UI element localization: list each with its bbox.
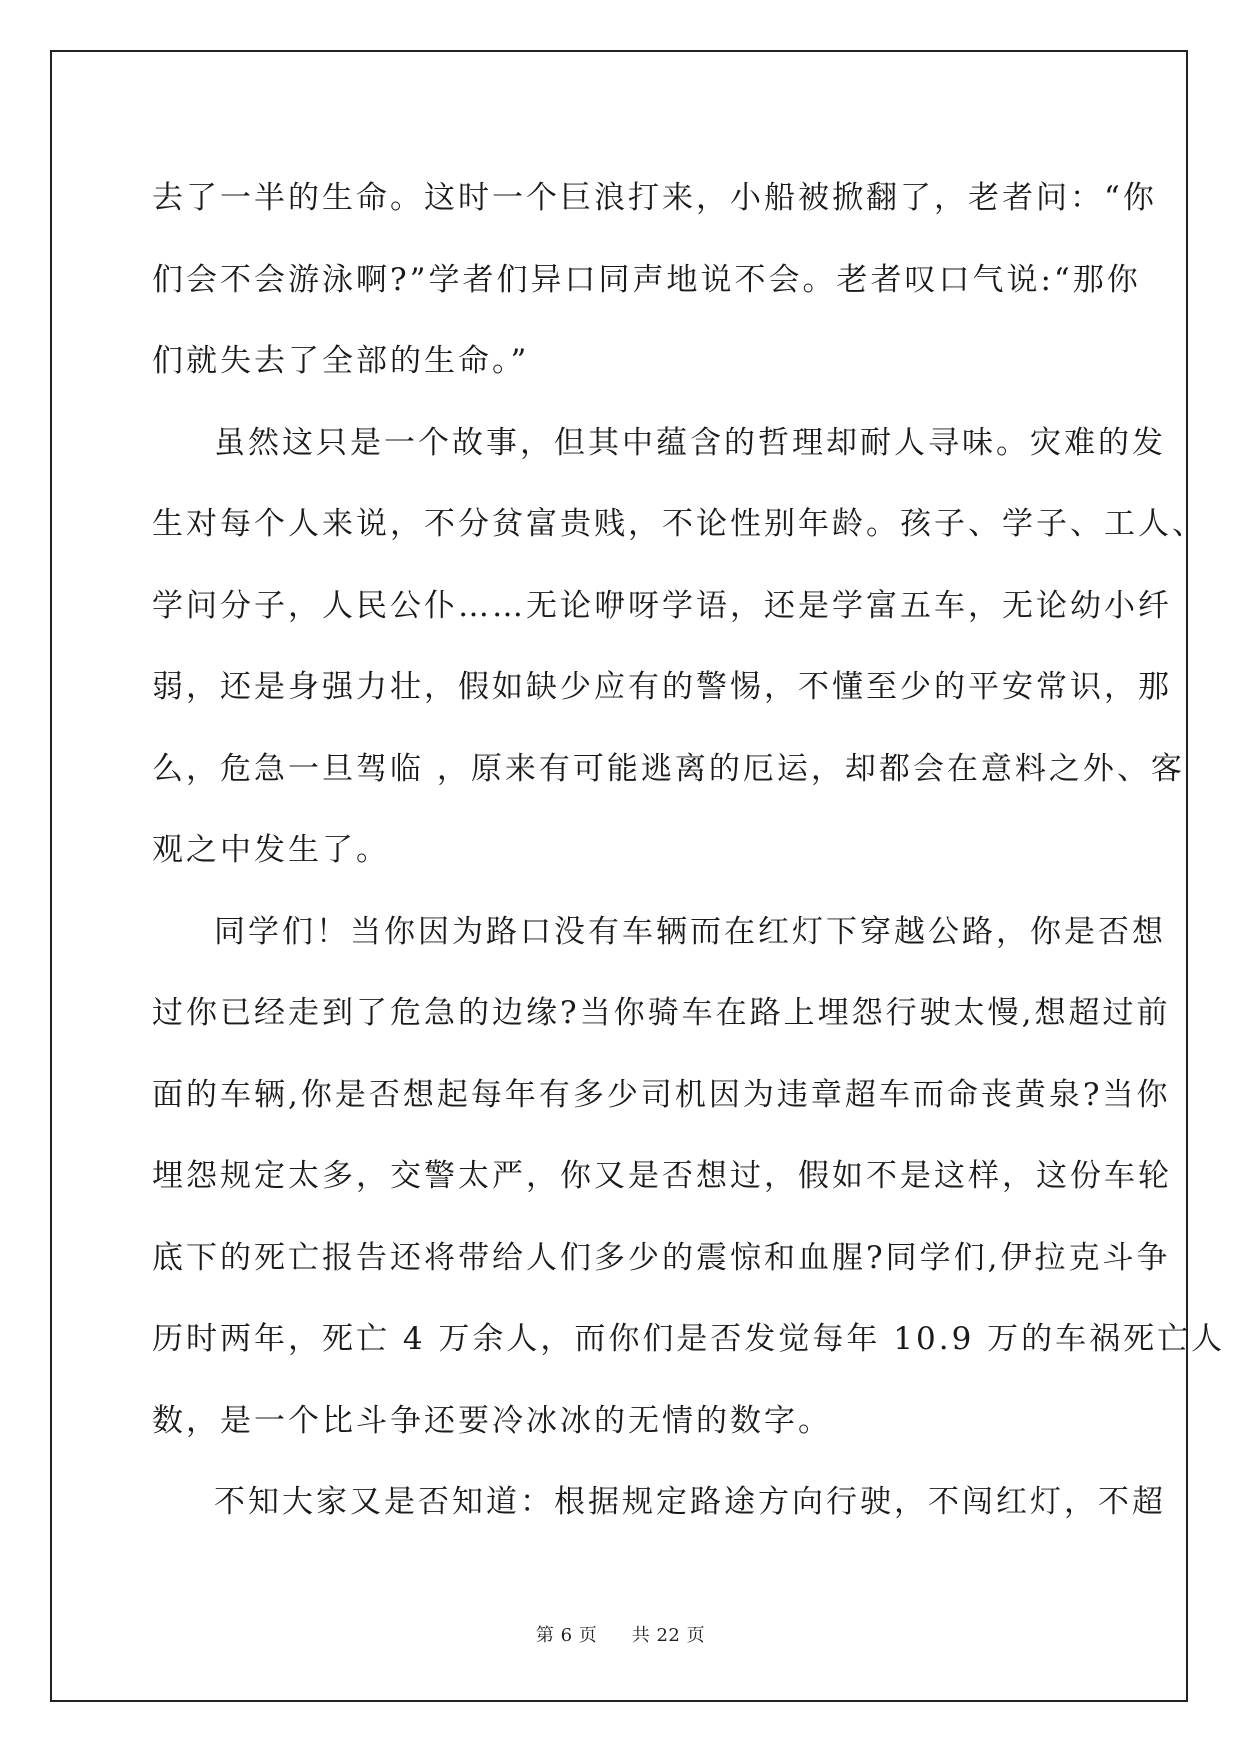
document-body [152,158,1226,1544]
total-pages: 共 22 页 [631,1625,706,1646]
paragraph-2 [152,403,1206,892]
text-line: 不知大家又是否知道：根据规定路途方向行驶，不闯红灯，不超 [214,1484,1166,1520]
text-line: 埋怨规定太多，交警太严，你又是否想过，假如不是这样，这份车轮 [152,1158,1172,1194]
text-line: 生对每个人来说，不分贫富贵贱，不论性别年龄。孩子、学子、工人、 [152,506,1206,542]
text-line: 虽然这只是一个故事，但其中蕴含的哲理却耐人寻味。灾难的发 [214,424,1166,461]
paragraph-4 [152,1462,1166,1544]
text-line: 们就失去了全部的生命。” [152,343,530,379]
text-line: 们会不会游泳啊?”学者们异口同声地说不会。老者叹口气说:“那你 [152,261,1141,298]
paragraph-3 [152,892,1226,1463]
text-line: 弱，还是身强力壮，假如缺少应有的警惕，不懂至少的平安常识，那 [152,669,1172,705]
text-line: 观之中发生了。 [152,832,390,868]
text-line: 历时两年，死亡 4 万余人，而你们是否发觉每年 10.9 万的车祸死亡人 [152,1321,1226,1357]
text-line: 过你已经走到了危急的边缘?当你骑车在路上埋怨行驶太慢,想超过前 [152,995,1171,1031]
text-line: 底下的死亡报告还将带给人们多少的震惊和血腥?同学们,伊拉克斗争 [152,1239,1171,1276]
text-line: 数，是一个比斗争还要冷冰冰的无情的数字。 [152,1402,832,1439]
text-line: 同学们！当你因为路口没有车辆而在红灯下穿越公路，你是否想 [214,913,1166,950]
text-line: 学问分子，人民公仆……无论咿呀学语，还是学富五车，无论幼小纤 [152,587,1172,624]
page-footer [0,1621,1241,1647]
paragraph-1 [152,158,1157,403]
text-line: 面的车辆,你是否想起每年有多少司机因为违章超车而命丧黄泉?当你 [152,1076,1171,1113]
page-number: 第 6 页 [535,1625,598,1646]
text-line: 么，危急一旦驾临 ，原来有可能逃离的厄运，却都会在意料之外、客 [152,750,1185,787]
text-line: 去了一半的生命。这时一个巨浪打来，小船被掀翻了，老者问：“你 [152,180,1157,216]
